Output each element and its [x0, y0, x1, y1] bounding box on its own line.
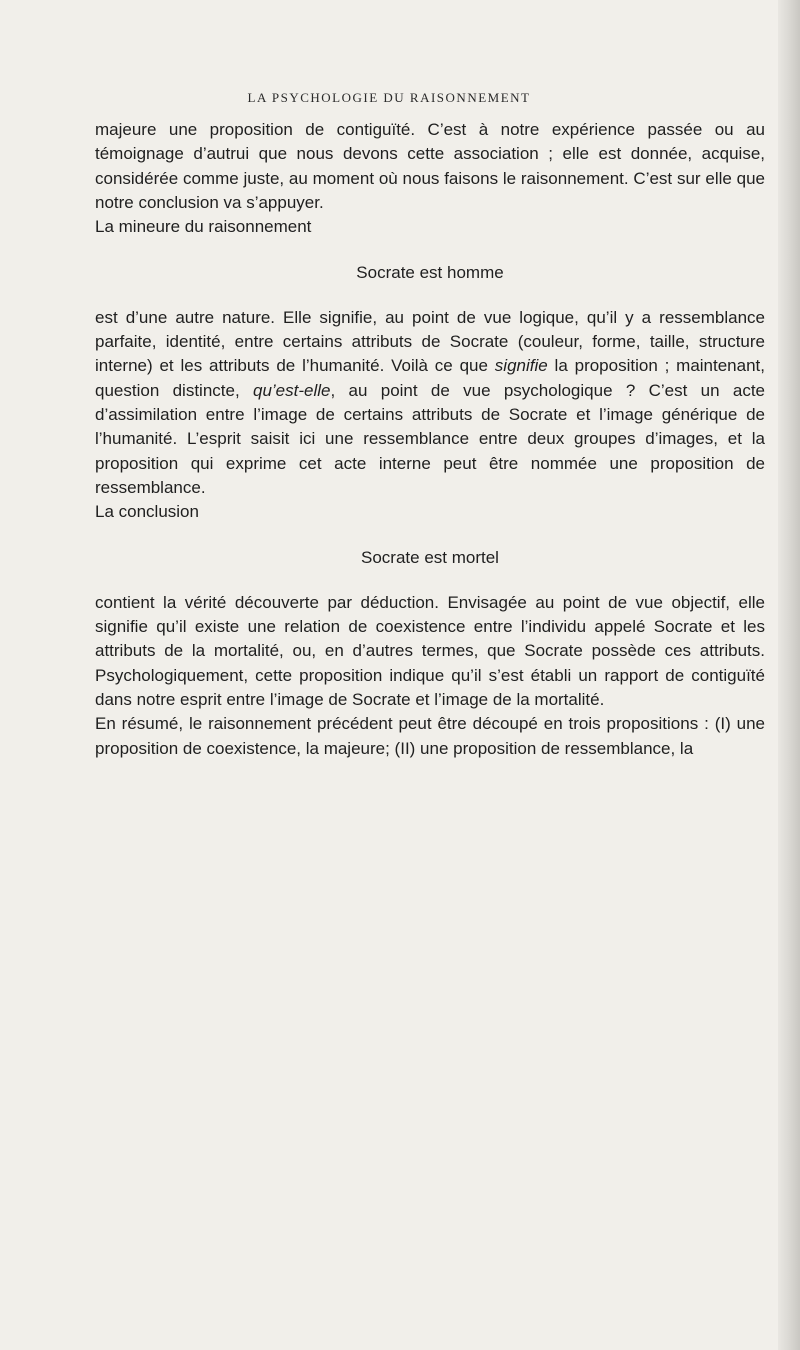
paragraph-minor-heading: La mineure du raisonnement [95, 217, 312, 237]
page-edge-shadow [778, 0, 800, 1350]
paragraph-conclusion-body: contient la vérité découverte par déduction. Envisagée au point de vue objectif, elle signifie qu’il existe une relation de coexistence entre l’individu appelé Socrate et les attributs de la mortalité, ou, en d’autres termes, que Socrate possède ces attributs. Psychologiquement, cette proposition indique qu’il s’est établi un rapport de contiguïté dans notre esprit entre l’image de Socrate et l’image de la mortalité. [95, 592, 765, 709]
paragraph-contiguity: majeure une proposition de contiguïté. C’est à notre expérience passée ou au témoignage d’autrui que nous devons cette association ; elle est donnée, acquise, considérée comme juste, au moment où nous faisons le raisonnement. C’est sur elle que notre conclusion va s’appuyer. [95, 120, 765, 212]
paragraph-resemblance-part-2: la proposition ; maintenant, question distincte, [95, 356, 765, 400]
paragraph-resemblance-part-1: est d’une autre nature. Elle signifie, au point de vue logique, qu’il y a ressemblance parfaite, identité, entre certains attributs de Socrate (couleur, forme, taille, structure interne) et les attributs de l’humanité. Voilà ce que [95, 307, 765, 376]
example-minor-premise: Socrate est homme [356, 263, 504, 283]
example-conclusion: Socrate est mortel [361, 548, 499, 568]
paragraph-resemblance [95, 306, 765, 500]
paragraph-resemblance-part-3: , au point de vue psychologique ? C’est un acte d’assimilation entre l’image de certains attributs de Socrate et l’image générique de l’humanité. L’esprit saisit ici une ressemblance entre deux groupes d’images, et la proposition qui exprime cet acte interne peut être nommée une proposition de ressemblance. [95, 380, 765, 497]
italic-signifie: signifie [494, 356, 548, 376]
italic-quest-elle: qu’est-elle [252, 380, 331, 400]
paragraph-summary: En résumé, le raisonnement précédent peut être découpé en trois propositions : (I) une proposition de coexistence, la majeure; (II) une proposition de ressemblance, la [95, 714, 765, 758]
body-text [95, 118, 765, 761]
paragraph-conclusion-heading: La conclusion [95, 502, 199, 522]
running-head: LA PSYCHOLOGIE DU RAISONNEMENT [247, 90, 531, 105]
